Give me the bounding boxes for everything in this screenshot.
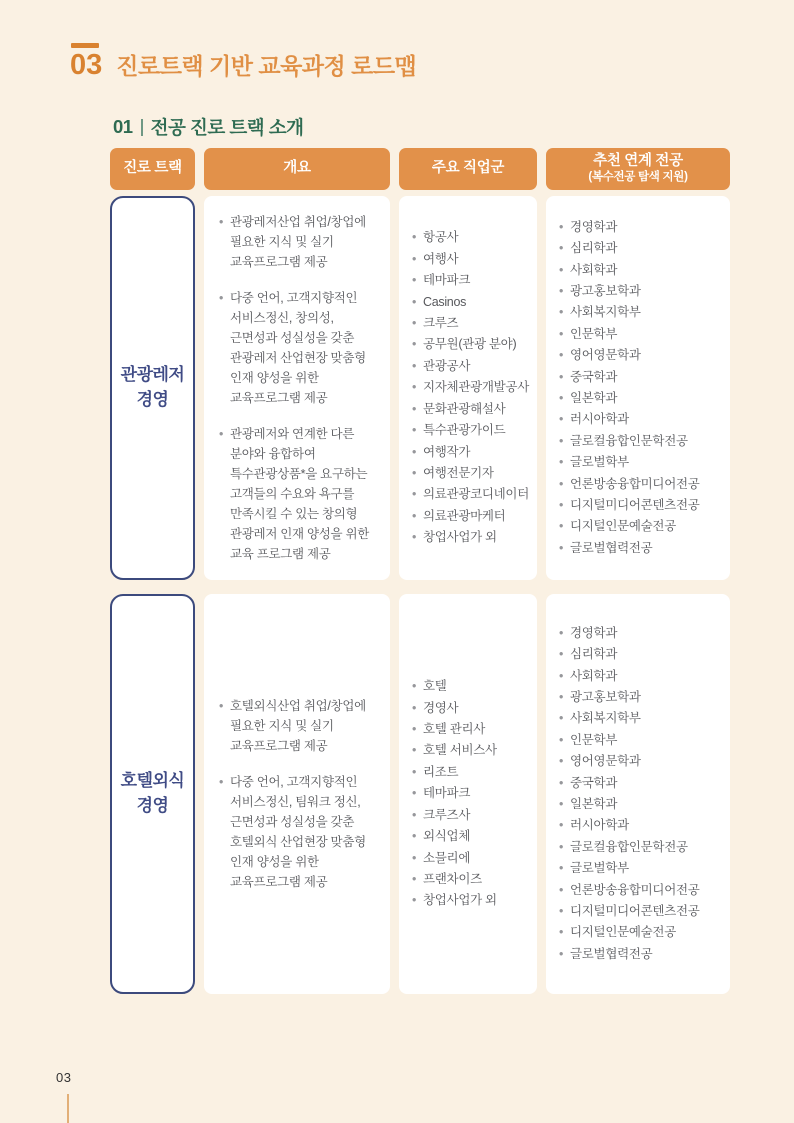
list-item: • 테마파크 bbox=[412, 270, 529, 291]
list-item: • 경영사 bbox=[412, 698, 497, 719]
list-item: • 사회복지학부 bbox=[559, 302, 700, 323]
header-cell-overview bbox=[204, 148, 390, 190]
page-header bbox=[70, 50, 416, 82]
track-name-box bbox=[110, 594, 195, 994]
list-item: • 외식업체 bbox=[412, 826, 497, 847]
list-item: • 관광레저산업 취업/창업에 필요한 지식 및 실기 교육프로그램 제공 bbox=[219, 212, 376, 272]
page-number: 03 bbox=[56, 1070, 72, 1085]
table-row bbox=[110, 196, 730, 580]
list-item: • 광고홍보학과 bbox=[559, 281, 700, 302]
list-item: • 글로벌협력전공 bbox=[559, 538, 700, 559]
list-item: • 글로컬융합인문학전공 bbox=[559, 837, 700, 858]
list-item: • 호텔 관리사 bbox=[412, 719, 497, 740]
list-item: • 글로벌협력전공 bbox=[559, 944, 700, 965]
list-item: • 항공사 bbox=[412, 227, 529, 248]
list-item: • 사회복지학부 bbox=[559, 708, 700, 729]
list-item: • 언론방송융합미디어전공 bbox=[559, 474, 700, 495]
list-item: • 글로벌학부 bbox=[559, 858, 700, 879]
header-cell-track bbox=[110, 148, 195, 190]
track-name-line: 호텔외식 bbox=[120, 771, 185, 791]
list-item: • 창업사업가 외 bbox=[412, 527, 529, 548]
header-label: 진로 트랙 bbox=[123, 160, 182, 177]
list-item: • 인문학부 bbox=[559, 730, 700, 751]
list-item: • 테마파크 bbox=[412, 783, 497, 804]
list-item: • 중국학과 bbox=[559, 367, 700, 388]
list-item: • 경영학과 bbox=[559, 217, 700, 238]
header-cell-majors bbox=[546, 148, 730, 190]
overview-cell bbox=[204, 594, 390, 994]
list-item: • 문화관광해설사 bbox=[412, 399, 529, 420]
section-number: 03 bbox=[70, 49, 103, 81]
list-item: • 소믈리에 bbox=[412, 848, 497, 869]
list-item: • 공무원(관광 분야) bbox=[412, 334, 529, 355]
list-item: • 디지털미디어콘텐츠전공 bbox=[559, 901, 700, 922]
jobs-list bbox=[412, 227, 529, 548]
subsection-title: 전공 진로 트랙 소개 bbox=[150, 117, 304, 138]
overview-list bbox=[219, 696, 376, 892]
list-item: • 호텔외식산업 취업/창업에 필요한 지식 및 실기 교육프로그램 제공 bbox=[219, 696, 376, 756]
header-label: 추천 연계 전공 bbox=[593, 153, 683, 170]
list-item: • 호텔 bbox=[412, 676, 497, 697]
list-item: • 사회학과 bbox=[559, 666, 700, 687]
list-item: • 디지털인문예술전공 bbox=[559, 922, 700, 943]
list-item: • 일본학과 bbox=[559, 794, 700, 815]
overview-list bbox=[219, 212, 376, 564]
list-item: • 러시아학과 bbox=[559, 815, 700, 836]
list-item: • 영어영문학과 bbox=[559, 345, 700, 366]
list-item: • 리조트 bbox=[412, 762, 497, 783]
footer-accent-line bbox=[67, 1094, 69, 1123]
list-item: • 중국학과 bbox=[559, 773, 700, 794]
list-item: • 크루즈사 bbox=[412, 805, 497, 826]
list-item: • 의료관광마케터 bbox=[412, 506, 529, 527]
section-number-bar bbox=[71, 43, 99, 48]
list-item: • 여행작가 bbox=[412, 442, 529, 463]
list-item: • 지자체관광개발공사 bbox=[412, 377, 529, 398]
majors-cell bbox=[546, 196, 730, 580]
track-name-line: 경영 bbox=[136, 390, 169, 409]
list-item: • 특수관광가이드 bbox=[412, 420, 529, 441]
list-item: • 경영학과 bbox=[559, 623, 700, 644]
list-item: • 사회학과 bbox=[559, 260, 700, 281]
majors-cell bbox=[546, 594, 730, 994]
section-number-wrap bbox=[70, 50, 102, 82]
list-item: • 광고홍보학과 bbox=[559, 687, 700, 708]
page-title: 진로트랙 기반 교육과정 로드맵 bbox=[116, 53, 417, 79]
subsection-heading bbox=[113, 114, 303, 140]
subtitle-divider bbox=[141, 119, 143, 136]
list-item: • 심리학과 bbox=[559, 644, 700, 665]
list-item: • 심리학과 bbox=[559, 238, 700, 259]
list-item: • 창업사업가 외 bbox=[412, 890, 497, 911]
career-track-table bbox=[110, 148, 730, 994]
list-item: • 언론방송융합미디어전공 bbox=[559, 880, 700, 901]
header-label: 주요 직업군 bbox=[431, 160, 505, 177]
list-item: • 글로컬융합인문학전공 bbox=[559, 431, 700, 452]
list-item: • 다중 언어, 고객지향적인 서비스정신, 팀워크 정신, 근면성과 성실성을 갖춘 호텔외식 산업현장 맞춤형 인재 양성을 위한 교육프로그램 제공 bbox=[219, 772, 376, 892]
list-item: • 글로벌학부 bbox=[559, 452, 700, 473]
header-cell-majors-sublabel: (복수전공 탐색 지원) bbox=[588, 170, 688, 183]
list-item: • 여행전문기자 bbox=[412, 463, 529, 484]
list-item: • Casinos bbox=[412, 292, 529, 313]
list-item: • 크루즈 bbox=[412, 313, 529, 334]
table-header-row bbox=[110, 148, 730, 190]
list-item: • 일본학과 bbox=[559, 388, 700, 409]
jobs-cell bbox=[399, 196, 537, 580]
list-item: • 관광공사 bbox=[412, 356, 529, 377]
list-item: • 여행사 bbox=[412, 249, 529, 270]
jobs-list bbox=[412, 676, 497, 911]
table-row bbox=[110, 594, 730, 994]
list-item: • 러시아학과 bbox=[559, 409, 700, 430]
jobs-cell bbox=[399, 594, 537, 994]
header-label: 개요 bbox=[283, 160, 311, 177]
list-item: • 디지털인문예술전공 bbox=[559, 516, 700, 537]
list-item: • 디지털미디어콘텐츠전공 bbox=[559, 495, 700, 516]
track-name-line: 관광레저 bbox=[120, 365, 185, 385]
list-item: • 영어영문학과 bbox=[559, 751, 700, 772]
list-item: • 의료관광코디네이터 bbox=[412, 484, 529, 505]
header-cell-jobs bbox=[399, 148, 537, 190]
list-item: • 다중 언어, 고객지향적인 서비스정신, 창의성, 근면성과 성실성을 갖춘 관광레저 산업현장 맞춤형 인재 양성을 위한 교육프로그램 제공 bbox=[219, 288, 376, 408]
list-item: • 호텔 서비스사 bbox=[412, 740, 497, 761]
list-item: • 인문학부 bbox=[559, 324, 700, 345]
overview-cell bbox=[204, 196, 390, 580]
majors-list bbox=[559, 623, 700, 966]
track-name-box bbox=[110, 196, 195, 580]
subsection-number: 01 bbox=[113, 116, 133, 137]
list-item: • 관광레저와 연계한 다른 분야와 융합하여 특수관광상품*을 요구하는 고객들의 수요와 욕구를 만족시킬 수 있는 창의형 관광레저 인재 양성을 위한 교육 프로그램 제공 bbox=[219, 424, 376, 564]
majors-list bbox=[559, 217, 700, 560]
list-item: • 프랜차이즈 bbox=[412, 869, 497, 890]
track-name-line: 경영 bbox=[136, 796, 169, 815]
